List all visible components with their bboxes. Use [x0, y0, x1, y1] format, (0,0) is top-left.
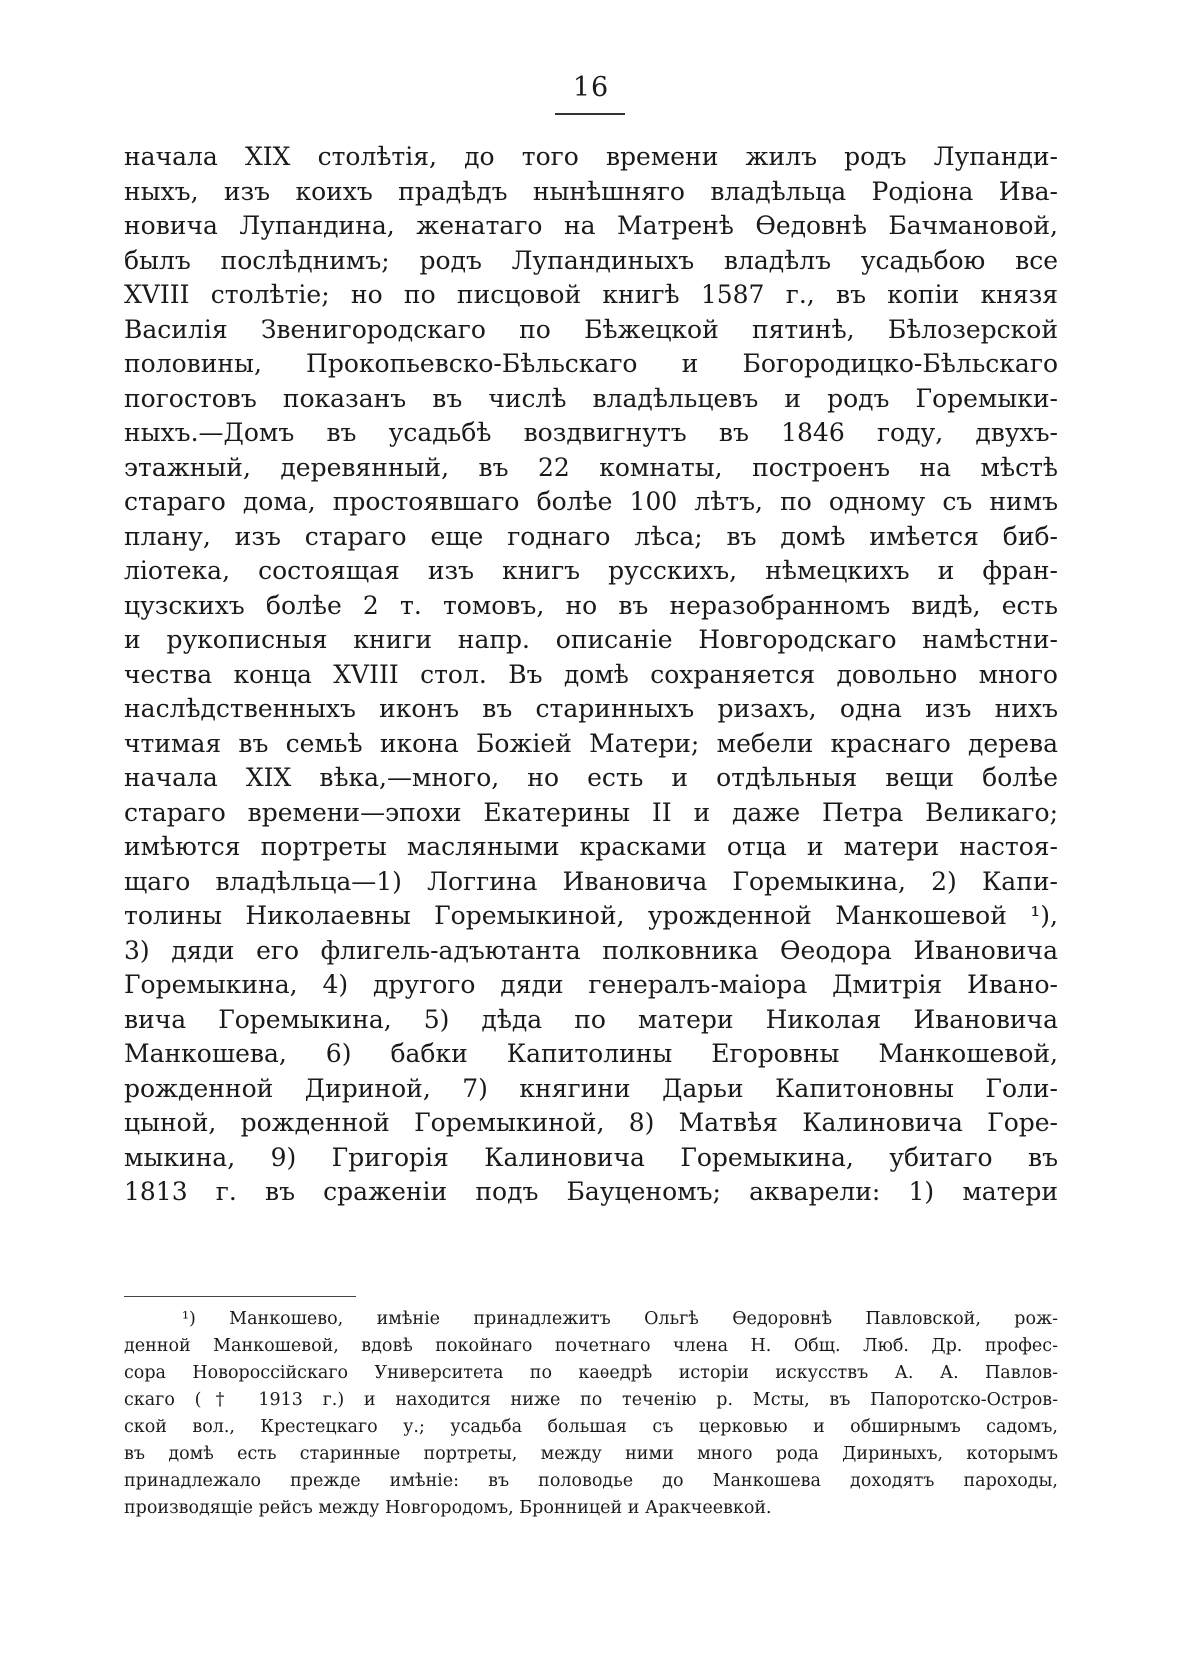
- text-line: цузскихъ болѣе 2 т. томовъ, но въ неразобранномъ видѣ, есть: [124, 590, 1058, 620]
- footnote-separator: [124, 1296, 356, 1297]
- text-line: ныхъ.—Домъ въ усадьбѣ воздвигнутъ въ 1846 году, двухъ-: [124, 418, 1058, 447]
- text-line: половины, Прокопьевско-Бѣльскаго и Богородицко-Бѣльскаго: [124, 349, 1058, 378]
- footnote-line: сора Новороссійскаго Университета по каѳедрѣ исторіи искусствъ А. А. Павлов-: [124, 1363, 1058, 1383]
- text-line: новича Лупандина, женатаго на Матренѣ Ѳедовнѣ Бачмановой,: [124, 211, 1058, 240]
- text-line: наслѣдственныхъ иконъ въ старинныхъ ризахъ, одна изъ нихъ: [124, 694, 1058, 723]
- text-line: Василія Звенигородскаго по Бѣжецкой пятинѣ, Бѣлозерской: [124, 314, 1058, 344]
- text-line: стараго времени—эпохи Екатерины II и даже Петра Великаго;: [124, 797, 1058, 827]
- footnote-line: въ домѣ есть старинные портреты, между ними много рода Дириныхъ, которымъ: [124, 1444, 1058, 1464]
- text-line: щаго владѣльца—1) Логгина Ивановича Горемыкина, 2) Капи-: [124, 866, 1058, 896]
- text-line: XVIII столѣтіе; но по писцовой книгѣ 1587 г., въ копіи князя: [124, 280, 1058, 309]
- text-line: имѣются портреты масляными красками отца и матери настоя-: [124, 832, 1058, 861]
- text-line: стараго дома, простоявшаго болѣе 100 лѣтъ, по одному съ нимъ: [124, 487, 1058, 516]
- text-line: и рукописныя книги напр. описаніе Новгородскаго намѣстни-: [124, 625, 1058, 654]
- text-line: 1813 г. въ сраженіи подъ Бауценомъ; акварели: 1) матери: [124, 1177, 1058, 1206]
- text-line: толины Николаевны Горемыкиной, урожденной Манкошевой ¹),: [124, 901, 1058, 930]
- text-line: плану, изъ стараго еще годнаго лѣса; въ домѣ имѣется биб-: [124, 521, 1058, 551]
- text-line: чества конца XVIII стол. Въ домѣ сохраняется довольно много: [124, 659, 1058, 689]
- page-number-underline: [555, 113, 625, 115]
- main-text: [124, 140, 1058, 1210]
- text-line: ліотека, состоящая изъ книгъ русскихъ, нѣмецкихъ и фран-: [124, 556, 1058, 585]
- footnote-line: ¹) Манкошево, имѣніе принадлежитъ Ольгѣ Ѳедоровнѣ Павловской, рож-: [182, 1309, 1058, 1329]
- footnote-line: денной Манкошевой, вдовѣ покойнаго почетнаго члена Н. Общ. Люб. Др. профес-: [124, 1336, 1058, 1356]
- text-line: начала XIX вѣка,—много, но есть и отдѣльныя вещи болѣе: [124, 763, 1058, 792]
- text-line: погостовъ показанъ въ числѣ владѣльцевъ и родъ Горемыки-: [124, 383, 1058, 413]
- text-line: 3) дяди его флигель-адъютанта полковника Ѳеодора Ивановича: [124, 935, 1058, 965]
- footnote-line: ской вол., Крестецкаго у.; усадьба большая съ церковью и обширнымъ садомъ,: [124, 1417, 1058, 1437]
- text-line: вича Горемыкина, 5) дѣда по матери Николая Ивановича: [124, 1004, 1058, 1034]
- page-number: 16: [572, 72, 610, 103]
- footnote-line: принадлежало прежде имѣніе: въ половодье до Манкошева доходятъ пароходы,: [124, 1471, 1058, 1491]
- footnote: [124, 1306, 1058, 1522]
- text-line: Манкошева, 6) бабки Капитолины Егоровны Манкошевой,: [124, 1039, 1058, 1068]
- text-line: чтимая въ семьѣ икона Божіей Матери; мебели краснаго дерева: [124, 728, 1058, 758]
- text-line: былъ послѣднимъ; родъ Лупандиныхъ владѣлъ усадьбою все: [124, 245, 1058, 275]
- text-line: цыной, рожденной Горемыкиной, 8) Матвѣя Калиновича Горе-: [124, 1108, 1058, 1137]
- text-line: Горемыкина, 4) другого дяди генералъ-маіора Дмитрія Ивано-: [124, 970, 1058, 999]
- text-line: мыкина, 9) Григорія Калиновича Горемыкина, убитаго въ: [124, 1142, 1058, 1172]
- text-line: начала XIX столѣтія, до того времени жилъ родъ Лупанди-: [124, 142, 1058, 171]
- footnote-line: производящіе рейсъ между Новгородомъ, Бронницей и Аракчеевкой.: [124, 1498, 772, 1518]
- text-line: рожденной Дириной, 7) княгини Дарьи Капитоновны Голи-: [124, 1073, 1058, 1103]
- footnote-line: скаго († 1913 г.) и находится ниже по теченію р. Мсты, въ Папоротско-Остров-: [124, 1390, 1058, 1410]
- text-line: ныхъ, изъ коихъ прадѣдъ нынѣшняго владѣльца Родіона Ива-: [124, 176, 1058, 206]
- text-line: этажный, деревянный, въ 22 комнаты, построенъ на мѣстѣ: [124, 452, 1058, 482]
